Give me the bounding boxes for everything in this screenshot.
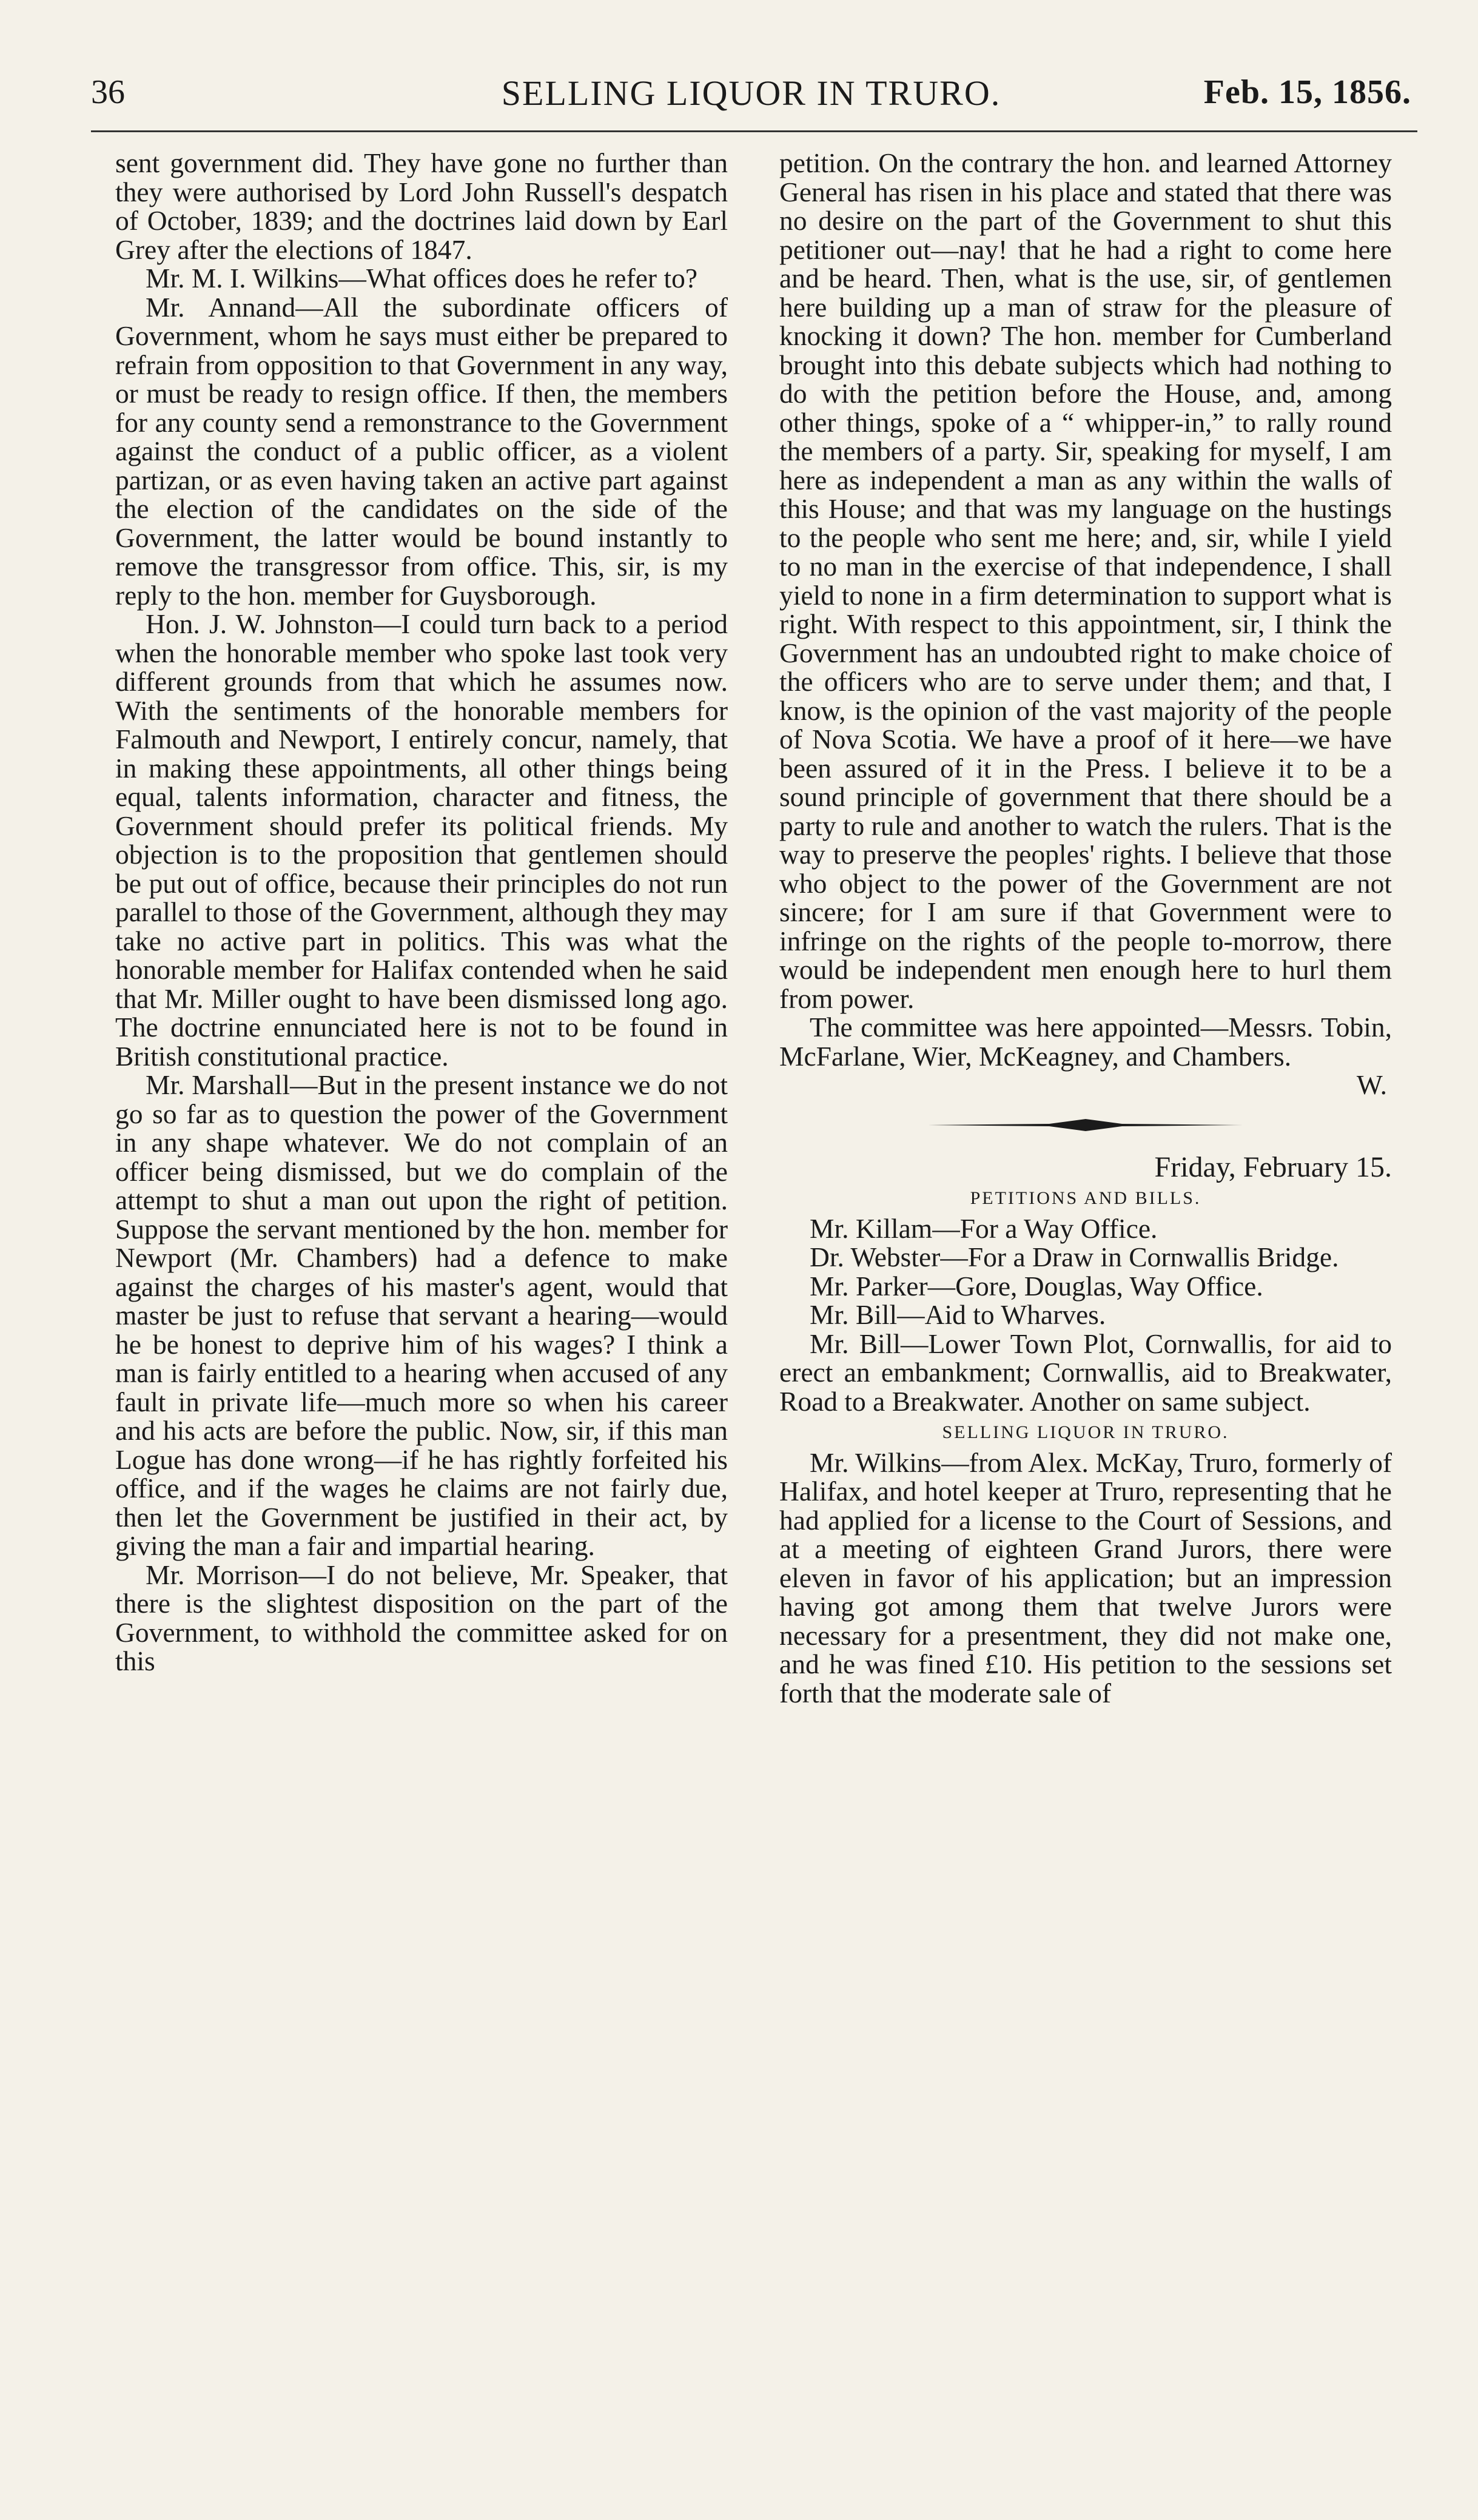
liquor-heading: SELLING LIQUOR IN TRURO. xyxy=(942,1422,1229,1442)
right-column xyxy=(779,149,1392,1707)
petition-item: Mr. Bill—Aid to Wharves. xyxy=(810,1299,1106,1330)
paragraph: Mr. Morrison—I do not believe, Mr. Speaker, that there is the slightest disposition on the part of the Government, to withhold the committee asked for on this xyxy=(115,1559,728,1676)
day-heading: Friday, February 15. xyxy=(1154,1151,1392,1183)
paragraph: Mr. Marshall—But in the present instance we do not go so far as to question the power of the Government in any shape whatever. We do not complain of an officer being dismissed, but we do complain of the attempt to shut a man out upon the right of petition. Suppose the servant mentioned by the hon. member for Newport (Mr. Chambers) had a defence to make against the charges of his master's agent, would that master be just to refuse that servant a hearing—would he be honest to deprive him of his wages? I think a man is fairly entitled to a hearing when accused of any fault in private life—much more so when his career and his acts are before the public. Now, sir, if this man Logue has done wrong—if he has rightly forfeited his office, and if the wages he claims are not fairly due, then let the Government be justified in their act, by giving the man a fair and impartial hearing. xyxy=(115,1069,728,1561)
petition-item: Dr. Webster—For a Draw in Cornwallis Bridge. xyxy=(810,1242,1339,1272)
page-number: 36 xyxy=(91,73,125,111)
petitions-heading: PETITIONS AND BILLS. xyxy=(970,1188,1201,1208)
petition-item: Mr. Bill—Lower Town Plot, Cornwallis, for aid to erect an embankment; Cornwallis, aid to Breakwater, Road to a Breakwater. Another on same subject. xyxy=(779,1328,1392,1417)
issue-date: Feb. 15, 1856. xyxy=(1203,73,1411,111)
paragraph: petition. On the contrary the hon. and learned Attorney General has risen in his place and stated that there was no desire on the part of the Government to shut this petitioner out—nay! that he had a right to come here and be heard. Then, what is the use, sir, of gentlemen here building up a man of straw for the pleasure of knocking it down? The hon. member for Cumberland brought into this debate subjects which had nothing to do with the petition before the House, and, among other things, spoke of a “ whipper-in,” to rally round the members of a party. Sir, speaking for myself, I am here as independent a man as any within the walls of this House; and that was my language on the hustings to the people who sent me here; and, sir, while I yield to no man in the exercise of that independence, I shall yield to none in a firm determination to support what is right. With respect to this appointment, sir, I think the Government has an undoubted right to make choice of the officers who are to serve under them; and that, I know, is the opinion of the vast majority of the people of Nova Scotia. We have a proof of it here—we have been assured of it in the Press. I believe it to be a sound principle of government that there should be a party to rule and another to watch the rulers. That is the way to preserve the peoples' rights. I believe that those who object to the power of the Government are not sincere; for I am sure if that Government were to infringe on the rights of the people to-morrow, there would be independent men enough here to hurl them from power. xyxy=(779,147,1392,1014)
left-column xyxy=(115,149,728,1676)
paragraph: Mr. Wilkins—from Alex. McKay, Truro, formerly of Halifax, and hotel keeper at Truro, representing that he had applied for a license to the Court of Sessions, and at a meeting of eighteen Grand Jurors, there were eleven in favor of his application; but an impression having got among them that twelve Jurors were necessary for a presentment, they did not make one, and he was fined £10. His petition to the sessions set forth that the moderate sale of xyxy=(779,1446,1392,1709)
section-divider-ornament xyxy=(928,1118,1243,1132)
petition-item: Mr. Killam—For a Way Office. xyxy=(810,1212,1158,1244)
running-header xyxy=(91,73,1411,115)
paragraph: sent government did. They have gone no further than they were authorised by Lord John Russell's despatch of October, 1839; and the doctrines laid down by Earl Grey after the elections of 1847. xyxy=(115,147,728,265)
paragraph: The committee was here appointed—Messrs. Tobin, McFarlane, Wier, McKeagney, and Chambers. xyxy=(779,1012,1392,1072)
paragraph: Mr. M. I. Wilkins—What offices does he refer to? xyxy=(146,263,698,294)
reporter-signature: W. xyxy=(1356,1069,1387,1100)
petition-item: Mr. Parker—Gore, Douglas, Way Office. xyxy=(810,1270,1263,1302)
page-title: SELLING LIQUOR IN TRURO. xyxy=(501,73,1001,113)
paragraph: Hon. J. W. Johnston—I could turn back to a period when the honorable member who spoke last took very different grounds from that which he assumes now. With the sentiments of the honorable members for Falmouth and Newport, I entirely concur, namely, that in making these appointments, all other things being equal, talents information, character and fitness, the Government should prefer its political friends. My objection is to the proposition that gentlemen should be put out of office, because their principles do not run parallel to those of the Government, although they may take no active part in politics. This was what the honorable member for Halifax contended when he said that Mr. Miller ought to have been dismissed long ago. The doctrine ennunciated here is not to be found in British constitutional practice. xyxy=(115,608,728,1072)
header-rule xyxy=(91,130,1417,132)
paragraph: Mr. Annand—All the subordinate officers of Government, whom he says must either be prepared to refrain from opposition to that Government in any way, or must be ready to resign office. If then, the members for any county send a remonstrance to the Government against the conduct of a public officer, as a violent partizan, or as even having taken an active part against the election of the candidates on the side of the Government, the latter would be bound instantly to remove the transgressor from office. This, sir, is my reply to the hon. member for Guysborough. xyxy=(115,291,728,611)
